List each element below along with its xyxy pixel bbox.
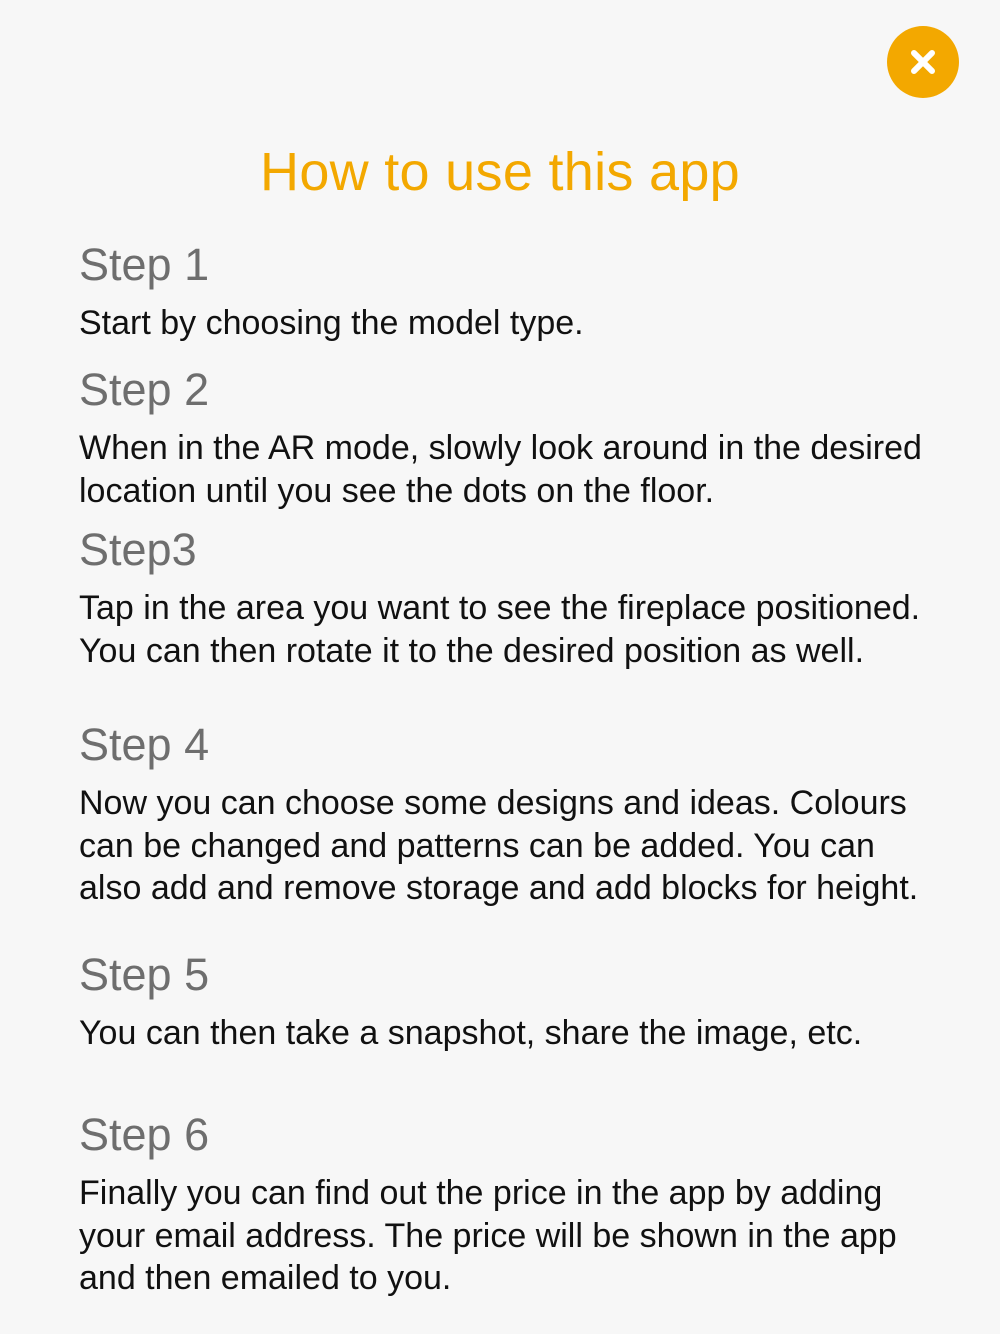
step-heading: Step 5 — [79, 949, 210, 1000]
step-description: Now you can choose some designs and ideas. Colours can be changed and patterns can be added. You can also add and remove storage and add blocks for height. — [79, 784, 919, 907]
step-1 — [79, 240, 939, 345]
step-2 — [79, 365, 939, 512]
step-heading: Step3 — [79, 524, 197, 575]
step-3 — [79, 525, 939, 672]
step-heading: Step 4 — [79, 719, 210, 770]
step-6 — [79, 1110, 939, 1300]
close-button[interactable] — [887, 26, 959, 98]
step-heading: Step 1 — [79, 239, 210, 290]
step-description: Tap in the area you want to see the fireplace positioned. You can then rotate it to the desired position as well. — [79, 589, 921, 670]
step-description: Start by choosing the model type. — [79, 304, 584, 342]
step-heading: Step 6 — [79, 1109, 210, 1160]
step-4 — [79, 720, 939, 910]
step-description: You can then take a snapshot, share the image, etc. — [79, 1014, 863, 1052]
close-icon — [909, 48, 937, 76]
step-description: Finally you can find out the price in the app by adding your email address. The price will be shown in the app and then emailed to you. — [79, 1174, 897, 1297]
step-description: When in the AR mode, slowly look around in the desired location until you see the dots on the floor. — [79, 429, 922, 510]
page-title: How to use this app — [260, 142, 740, 202]
step-heading: Step 2 — [79, 364, 210, 415]
step-5 — [79, 950, 939, 1055]
